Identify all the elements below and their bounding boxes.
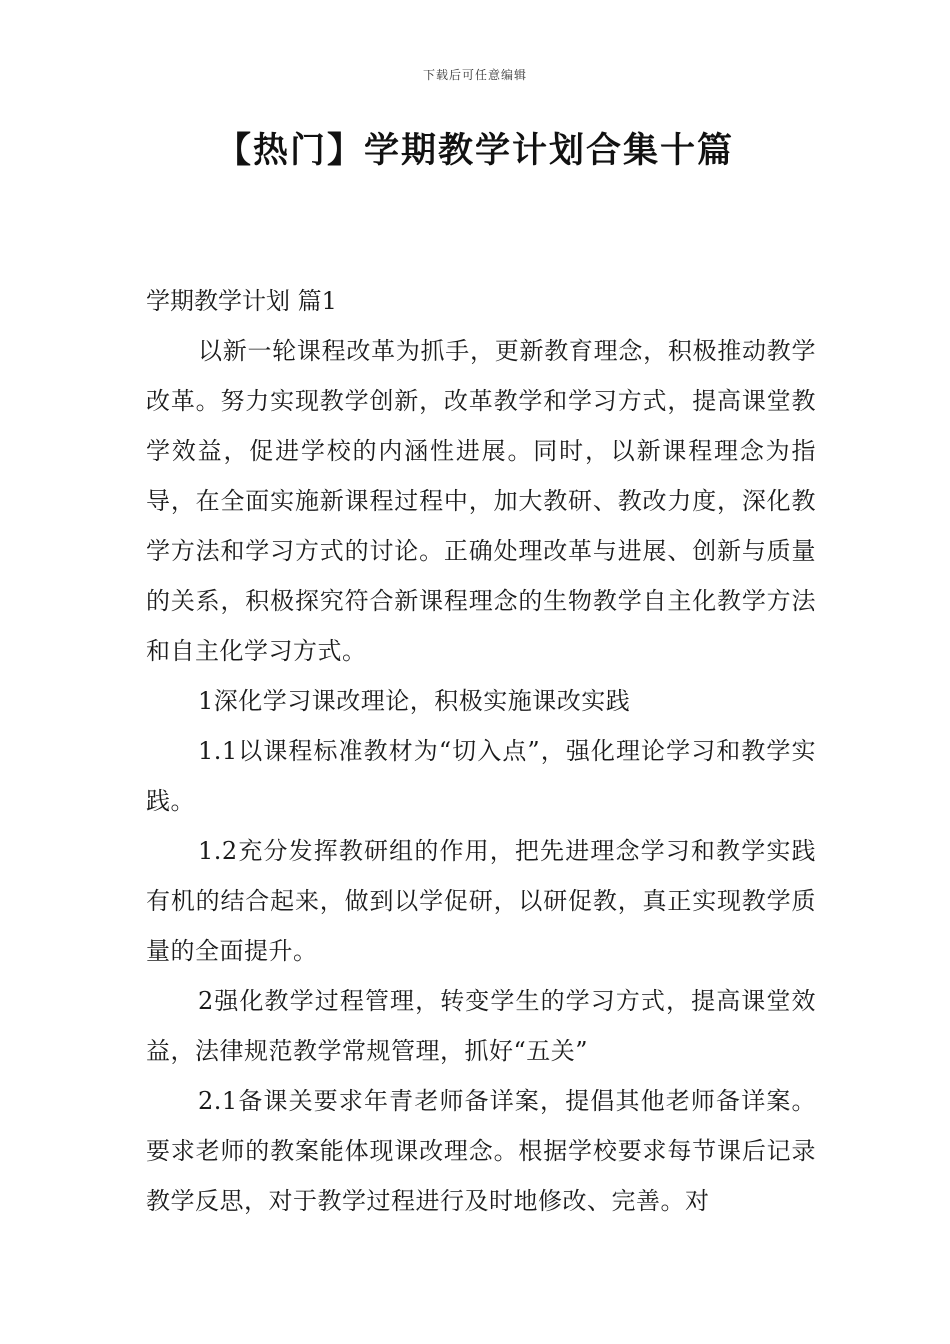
paragraph-point-2-1: 2.1备课关要求年青老师备详案，提倡其他老师备详案。要求老师的教案能体现课改理念。根据学校要求每节课后记录教学反思，对于教学过程进行及时地修改、完善。对 bbox=[146, 1087, 816, 1215]
paragraph-point-1-1: 1.1以课程标准教材为“切入点”，强化理论学习和教学实践。 bbox=[146, 737, 816, 815]
paragraph-point-1-2: 1.2充分发挥教研组的作用，把先进理念学习和教学实践有机的结合起来，做到以学促研，以研促教，真正实现教学质量的全面提升。 bbox=[146, 837, 816, 965]
document-title: 【热门】学期教学计划合集十篇 bbox=[215, 131, 734, 171]
section-heading: 学期教学计划 篇1 bbox=[146, 287, 337, 315]
paragraph-point-1: 1深化学习课改理论，积极实施课改实践 bbox=[198, 687, 631, 715]
paragraph-point-2: 2强化教学过程管理，转变学生的学习方式，提高课堂效益，法律规范教学常规管理，抓好“五关” bbox=[146, 987, 816, 1065]
header-note: 下载后可任意编辑 bbox=[422, 68, 527, 82]
paragraph-intro: 以新一轮课程改革为抓手，更新教育理念，积极推动教学改革。努力实现教学创新，改革教学和学习方式，提高课堂教学效益，促进学校的内涵性进展。同时，以新课程理念为指导，在全面实施新课程过程中，加大教研、教改力度，深化教学方法和学习方式的讨论。正确处理改革与进展、创新与质量的关系，积极探究符合新课程理念的生物教学自主化教学方法和自主化学习方式。 bbox=[146, 337, 816, 665]
document-body bbox=[146, 276, 816, 1226]
